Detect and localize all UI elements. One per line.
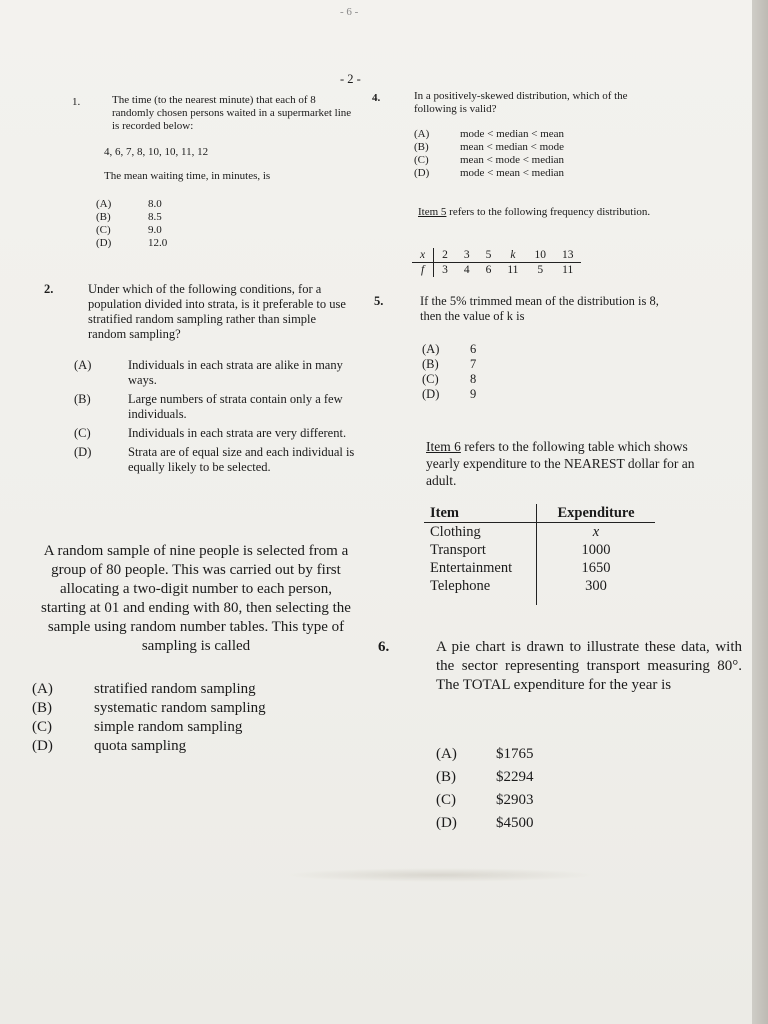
- option-letter: (D): [436, 815, 457, 831]
- x-value: 5: [485, 249, 492, 261]
- q1-option-b[interactable]: [96, 211, 167, 224]
- option-text: 9: [470, 387, 477, 401]
- page-number: - 2 -: [340, 72, 361, 86]
- q1-number: 1.: [72, 96, 81, 108]
- exp-item: Transport: [424, 541, 537, 559]
- option-letter: (B): [96, 211, 111, 223]
- x-value: 3: [463, 249, 470, 261]
- option-letter: (A): [96, 198, 112, 210]
- option-text: $2294: [496, 769, 534, 785]
- f-value: 3: [442, 264, 448, 276]
- item5-ref-text: refers to the following frequency distribution.: [446, 206, 651, 218]
- q5-option-d[interactable]: [422, 387, 476, 402]
- option-text: 8: [470, 372, 477, 386]
- exp-item: Clothing: [424, 523, 537, 542]
- q6-option-c[interactable]: [436, 791, 534, 814]
- expenditure-table: [424, 504, 655, 605]
- option-letter: (B): [414, 141, 429, 153]
- q1-option-a[interactable]: [96, 198, 167, 211]
- page-edge-shadow: [752, 0, 768, 1024]
- option-text: 7: [470, 357, 477, 371]
- q5-stem: If the 5% trimmed mean of the distribution is 8, then the value of k is: [420, 294, 659, 323]
- q3-option-c[interactable]: [32, 718, 266, 737]
- option-text: 9.0: [148, 224, 162, 236]
- q2-option-d[interactable]: [74, 445, 364, 475]
- option-text: Large numbers of strata contain only a few individuals.: [128, 392, 343, 421]
- item6-ref-link: Item 6: [426, 439, 461, 454]
- q1-stem: The time (to the nearest minute) that each of 8 randomly chosen persons waited in a supermarket line is recorded below:: [112, 94, 352, 132]
- q2-option-a[interactable]: [74, 358, 364, 392]
- q4-number: 4.: [372, 92, 381, 104]
- q3-option-b[interactable]: [32, 699, 266, 718]
- freq-row-f: [412, 263, 581, 278]
- q5-number: 5.: [374, 294, 384, 308]
- item5-intro: [418, 206, 684, 219]
- f-value: 5: [537, 264, 544, 276]
- x-value: 2: [442, 249, 448, 261]
- f-value: 6: [485, 264, 492, 276]
- exp-value: 1650: [581, 560, 611, 576]
- q4-option-c[interactable]: [414, 154, 564, 167]
- option-text: 6: [470, 342, 477, 356]
- f-label: f: [412, 263, 434, 278]
- option-text: mode < median < mean: [460, 128, 565, 140]
- option-text: 8.0: [148, 198, 162, 210]
- q3-option-d[interactable]: [32, 737, 266, 756]
- frequency-table: [412, 248, 581, 277]
- option-letter: (D): [96, 237, 112, 249]
- q2-stem: Under which of the following conditions, for a population divided into strata, is it preferable to use stratified random sampling rather than simple random sampling?: [88, 282, 346, 341]
- option-letter: (D): [74, 445, 92, 459]
- option-letter: (B): [32, 700, 52, 716]
- q1-question: The mean waiting time, in minutes, is: [104, 170, 271, 182]
- option-letter: (C): [436, 792, 456, 808]
- item5-ref-link: Item 5: [418, 206, 447, 218]
- q1-option-d[interactable]: [96, 237, 167, 250]
- q6-number: 6.: [378, 639, 390, 655]
- q1-data: 4, 6, 7, 8, 10, 10, 11, 12: [104, 146, 209, 158]
- f-value: 11: [507, 264, 519, 276]
- q2-option-c[interactable]: [74, 426, 364, 445]
- q4-option-a[interactable]: [414, 128, 564, 141]
- option-letter: (A): [414, 128, 430, 140]
- q5-options: [422, 342, 476, 402]
- option-letter: (A): [32, 681, 53, 697]
- q6-option-a[interactable]: [436, 745, 534, 768]
- option-letter: (D): [414, 167, 430, 179]
- q2-options: [74, 358, 364, 475]
- q5-option-b[interactable]: [422, 357, 476, 372]
- option-text: mean < median < mode: [460, 141, 565, 153]
- option-text: quota sampling: [94, 738, 187, 754]
- freq-row-x: [412, 248, 581, 263]
- exp-item: Entertainment: [424, 559, 537, 577]
- col-expenditure-header: Expenditure: [537, 504, 656, 523]
- q6-options: [436, 745, 534, 833]
- option-text: 8.5: [148, 211, 162, 223]
- q1-option-c[interactable]: [96, 224, 167, 237]
- q4-options: [414, 128, 564, 180]
- option-letter: (C): [74, 426, 91, 440]
- option-letter: (A): [422, 342, 440, 356]
- option-text: systematic random sampling: [94, 700, 266, 716]
- exp-value: 1000: [581, 542, 611, 558]
- q4-stem: In a positively-skewed distribution, which of the following is valid?: [414, 90, 628, 115]
- option-letter: (B): [436, 769, 456, 785]
- option-text: Individuals in each strata are very different.: [128, 426, 347, 440]
- option-letter: (C): [32, 719, 52, 735]
- x-value: 13: [561, 249, 574, 261]
- exp-row: [424, 577, 655, 605]
- bleed-through-smudge: [285, 868, 595, 882]
- exp-header-row: [424, 504, 655, 523]
- option-letter: (C): [96, 224, 111, 236]
- option-letter: (B): [422, 357, 439, 371]
- q1-options: [96, 198, 167, 250]
- exp-row: [424, 523, 655, 542]
- exp-item: Telephone: [424, 577, 537, 605]
- option-text: Individuals in each strata are alike in many ways.: [128, 358, 343, 387]
- page-top-number: - 6 -: [340, 6, 359, 18]
- exp-row: [424, 559, 655, 577]
- option-text: $4500: [496, 815, 534, 831]
- exp-row: [424, 541, 655, 559]
- option-letter: (C): [422, 372, 439, 386]
- option-letter: (D): [422, 387, 440, 401]
- option-text: stratified random sampling: [94, 681, 256, 697]
- option-text: mean < mode < median: [460, 154, 565, 166]
- x-value: k: [510, 249, 516, 261]
- option-text: Strata are of equal size and each individual is equally likely to be selected.: [128, 445, 355, 474]
- item6-intro: [426, 438, 716, 489]
- x-label: x: [412, 248, 434, 263]
- col-item-header: Item: [424, 504, 537, 523]
- option-letter: (B): [74, 392, 91, 406]
- option-text: $1765: [496, 746, 534, 762]
- q4-option-d[interactable]: [414, 167, 564, 180]
- option-text: 12.0: [148, 237, 168, 249]
- q4-option-b[interactable]: [414, 141, 564, 154]
- q3-options: [32, 680, 266, 756]
- option-letter: (C): [414, 154, 429, 166]
- option-letter: (D): [32, 738, 53, 754]
- q6-option-d[interactable]: [436, 814, 534, 833]
- option-text: simple random sampling: [94, 719, 243, 735]
- q3-option-a[interactable]: [32, 680, 266, 699]
- q2-number: 2.: [44, 282, 54, 296]
- q6-option-b[interactable]: [436, 768, 534, 791]
- q2-option-b[interactable]: [74, 392, 364, 426]
- exp-value: 300: [585, 578, 607, 594]
- exp-value: x: [592, 524, 600, 540]
- x-value: 10: [534, 249, 546, 261]
- item6-ref-text: refers to the following table which shows yearly expenditure to the NEAREST dollar for an adult.: [426, 439, 695, 488]
- option-text: $2903: [496, 792, 534, 808]
- q3-stem: A random sample of nine people is selected from a group of 80 people. This was carried out by first allocating a two-digit number to each person, starting at 01 and ending with 80, then selecting the sample using random number tables. This type of sampling is called: [41, 543, 351, 654]
- q5-option-a[interactable]: [422, 342, 476, 357]
- option-text: mode < mean < median: [460, 167, 565, 179]
- f-value: 4: [463, 264, 470, 276]
- option-letter: (A): [74, 358, 92, 372]
- q6-stem: A pie chart is drawn to illustrate these data, with the sector representing transport measuring 80°. The TOTAL expenditure for the year is: [436, 639, 742, 693]
- q5-option-c[interactable]: [422, 372, 476, 387]
- option-letter: (A): [436, 746, 457, 762]
- f-value: 11: [562, 264, 574, 276]
